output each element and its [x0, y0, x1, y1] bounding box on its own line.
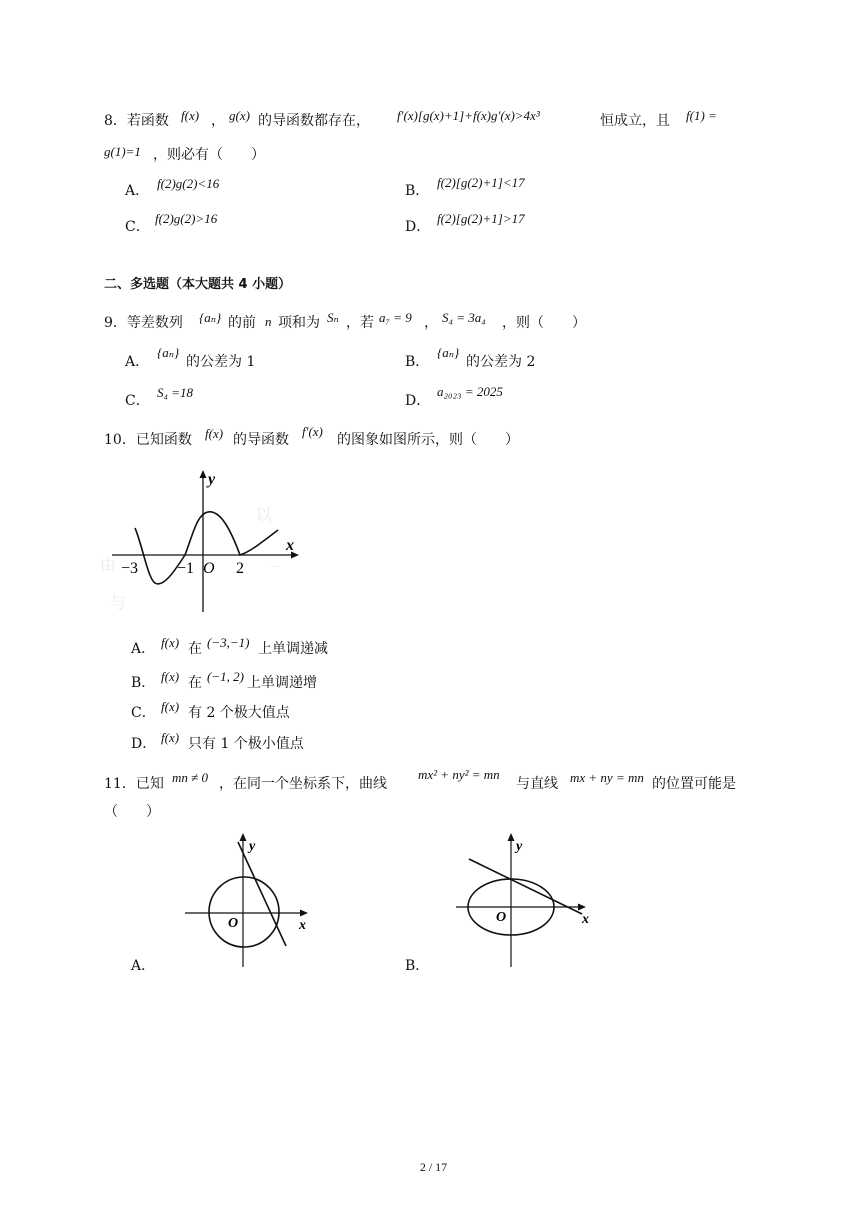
q10-text-1: 10．已知函数 [104, 432, 192, 448]
q10-option-b-text-1: 在 [188, 675, 202, 691]
q8-text-2: 的导函数都存在， [258, 113, 370, 129]
q8-text-1: 8．若函数 [104, 113, 169, 129]
q8-option-d: f(2)[g(2)+1]>17 [437, 211, 525, 226]
tick-2: 2 [236, 560, 244, 577]
q9-option-b-expr: {aₙ} [437, 345, 460, 360]
q9-option-c-label: C． [125, 393, 150, 409]
derivative-graph [100, 462, 305, 620]
q9-text-2: 的前 [228, 315, 256, 331]
q10-option-a-label: A． [131, 641, 156, 657]
q11-curve: mx² + ny² = mn [418, 767, 500, 782]
q8-option-c-label: C． [125, 219, 150, 235]
q9-option-b-text: 的公差为 2 [466, 354, 536, 370]
q8-g1: g(1)=1 [104, 144, 141, 159]
fig-b-x-label: x [582, 912, 589, 927]
figure-a [180, 830, 310, 970]
q10-option-d-text: 只有 1 个极小值点 [188, 736, 304, 752]
q8-text-4: ，则必有（ ） [153, 147, 265, 163]
q10-fprime: f′(x) [302, 424, 323, 439]
fig-a-y-label: y [249, 839, 256, 854]
q8-option-b: f(2)[g(2)+1]<17 [437, 175, 525, 190]
fig-a-x-label: x [299, 918, 306, 933]
q10-option-b-label: B． [131, 675, 156, 691]
q9-option-d-expr: a₂₀₂₃ = 2025 [437, 384, 503, 399]
fig-a-origin: O [228, 916, 239, 931]
q9-option-a-text: 的公差为 1 [186, 354, 256, 370]
q10-option-b-fx: f(x) [161, 669, 180, 684]
y-axis-label: y [208, 471, 216, 488]
q9-option-a-expr: {aₙ} [157, 345, 180, 360]
q8-option-a: f(2)g(2)<16 [157, 176, 220, 191]
q9-text-6: ，则（ ） [502, 315, 586, 331]
page-number: 2 / 17 [419, 1160, 448, 1174]
svg-text:由: 由 [100, 557, 117, 574]
q9-S4: S₄ = 3a₄ [442, 310, 486, 325]
q10-option-a-fx: f(x) [161, 635, 180, 650]
q8-text-3: 恒成立，且 [600, 113, 670, 129]
q11-text-2: ，在同一个坐标系下，曲线 [219, 776, 387, 792]
q9-option-c-expr: S₄ =18 [157, 385, 194, 400]
q9-seq: {aₙ} [199, 310, 222, 325]
figure-b-label: B． [405, 958, 430, 974]
q9-n: n [265, 314, 272, 329]
origin-label: O [203, 560, 215, 577]
q10-text-2: 的导函数 [233, 432, 289, 448]
q8-option-b-label: B． [405, 183, 430, 199]
section-heading: 二、多选题（本大题共 4 小题） [104, 277, 292, 292]
q11-text-4: 的位置可能是 [652, 776, 736, 792]
q8-gx: g(x) [229, 108, 250, 123]
q10-option-a-text-2: 上单调递减 [258, 641, 328, 657]
q11-text-3: 与直线 [516, 776, 558, 792]
svg-text:以: 以 [256, 507, 273, 524]
q10-option-c-label: C． [131, 705, 156, 721]
q9-Sn: Sₙ [327, 310, 339, 325]
tick-minus-1: −1 [177, 560, 195, 577]
svg-text:与: 与 [110, 595, 127, 612]
q11-mn: mn ≠ 0 [172, 770, 209, 785]
q9-a7: a₇ = 9 [379, 310, 412, 325]
q8-f1: f(1) = [686, 108, 717, 123]
q10-option-d-label: D． [131, 736, 157, 752]
q9-text-1: 9．等差数列 [104, 315, 183, 331]
q8-inequality: f′(x)[g(x)+1]+f(x)g′(x)>4x³ [397, 108, 540, 123]
q10-fx: f(x) [205, 426, 224, 441]
q10-option-b-interval: (−1, 2) [207, 669, 244, 684]
q10-option-a-text-1: 在 [188, 641, 202, 657]
q8-option-a-label: A． [125, 183, 150, 199]
fig-b-y-label: y [516, 839, 523, 854]
fig-b-origin: O [496, 910, 507, 925]
q8-option-d-label: D． [405, 219, 431, 235]
q11-line: mx + ny = mn [570, 770, 644, 785]
q9-text-5: ， [424, 315, 438, 331]
q9-option-d-label: D． [405, 393, 431, 409]
q10-text-3: 的图象如图所示，则（ ） [337, 432, 519, 448]
svg-text:−: − [270, 559, 280, 576]
q8-comma: ， [211, 113, 225, 129]
q9-option-a-label: A． [125, 354, 150, 370]
tick-minus-3: −3 [121, 560, 139, 577]
figure-a-label: A． [131, 958, 156, 974]
q8-fx: f(x) [181, 108, 200, 123]
q9-text-4: ，若 [346, 315, 374, 331]
q10-option-c-fx: f(x) [161, 699, 180, 714]
figure-b [450, 830, 595, 970]
x-axis-label: x [286, 537, 294, 554]
q10-option-b-text-2: 上单调递增 [247, 675, 317, 691]
q10-option-d-fx: f(x) [161, 730, 180, 745]
q11-text-1: 11．已知 [104, 776, 164, 792]
q10-option-c-text: 有 2 个极大值点 [188, 705, 290, 721]
q9-option-b-label: B． [405, 354, 430, 370]
q11-paren: （ ） [104, 804, 160, 820]
q10-option-a-interval: (−3,−1) [207, 635, 250, 650]
q9-text-3: 项和为 [278, 315, 320, 331]
q8-option-c: f(2)g(2)>16 [155, 211, 218, 226]
